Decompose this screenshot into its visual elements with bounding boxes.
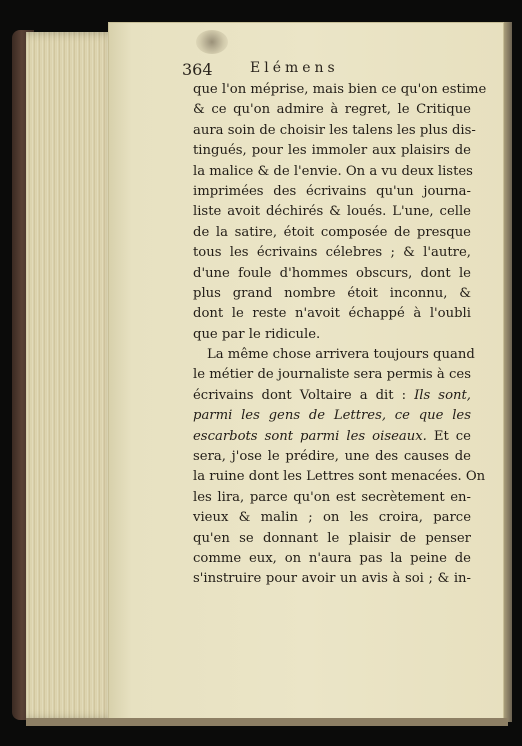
text-line: aura soin de choisir les talens les plus dis- [193,122,476,138]
text-line: comme eux, on n'aura pas la peine de [193,550,471,566]
text-line: les lira, parce qu'on est secrètement en- [193,489,471,505]
text-line: d'une foule d'hommes obscurs, dont le [193,265,471,281]
text-line-with-italic [193,427,471,447]
text-line-with-italic [193,386,471,406]
text-line: de la satire, étoit composée de presque [193,224,471,240]
italic-quote-line [193,406,471,426]
text-line: le métier de journaliste sera permis à ces [193,367,471,383]
ink-stain [196,30,228,54]
italic-quote-segment: Ils sont, [414,387,471,403]
italic-quote-segment: escarbots sont parmi les oiseaux. [193,428,427,444]
page-stack-edge [26,32,118,720]
italic-quote-segment: parmi les gens de Lettres, ce que les [193,408,471,424]
text-line: la ruine dont les Lettres sont menacées. On [193,469,486,485]
book-bottom-edge [26,718,508,726]
text-line: que l'on méprise, mais bien ce qu'on estime [193,82,487,97]
text-line: & ce qu'on admire à regret, le Critique [193,102,471,118]
text-line: la malice & de l'envie. On a vu deux listes [193,163,473,179]
text-line: sera, j'ose le prédire, une des causes de [193,449,471,465]
text-line: plus grand nombre étoit inconnu, & [193,285,471,301]
page-right-edge [504,22,512,722]
text-line: tingués, pour les immoler aux plaisirs de [193,143,471,159]
text-line: qu'en se donnant le plaisir de penser [193,530,471,546]
text-line: dont le reste n'avoit échappé à l'oubli [193,306,471,322]
text-line: que par le ridicule. [193,326,321,342]
body-text [193,80,487,590]
text-segment: Et ce [426,428,471,444]
text-line: vieux & malin ; on les croira, parce [193,510,471,526]
text-line: La même chose arrivera toujours quand [207,347,475,363]
text-line: s'instruire pour avoir un avis à soi ; & in- [193,571,471,587]
text-line: imprimées des écrivains qu'un journa- [193,183,471,199]
text-line: liste avoit déchirés & loués. L'une, celle [193,204,471,220]
text-line: tous les écrivains célebres ; & l'autre, [193,245,471,261]
text-segment: écrivains dont Voltaire a dit : [193,387,407,403]
page-number: 364 [182,60,213,79]
running-title: Elémens [250,60,339,76]
